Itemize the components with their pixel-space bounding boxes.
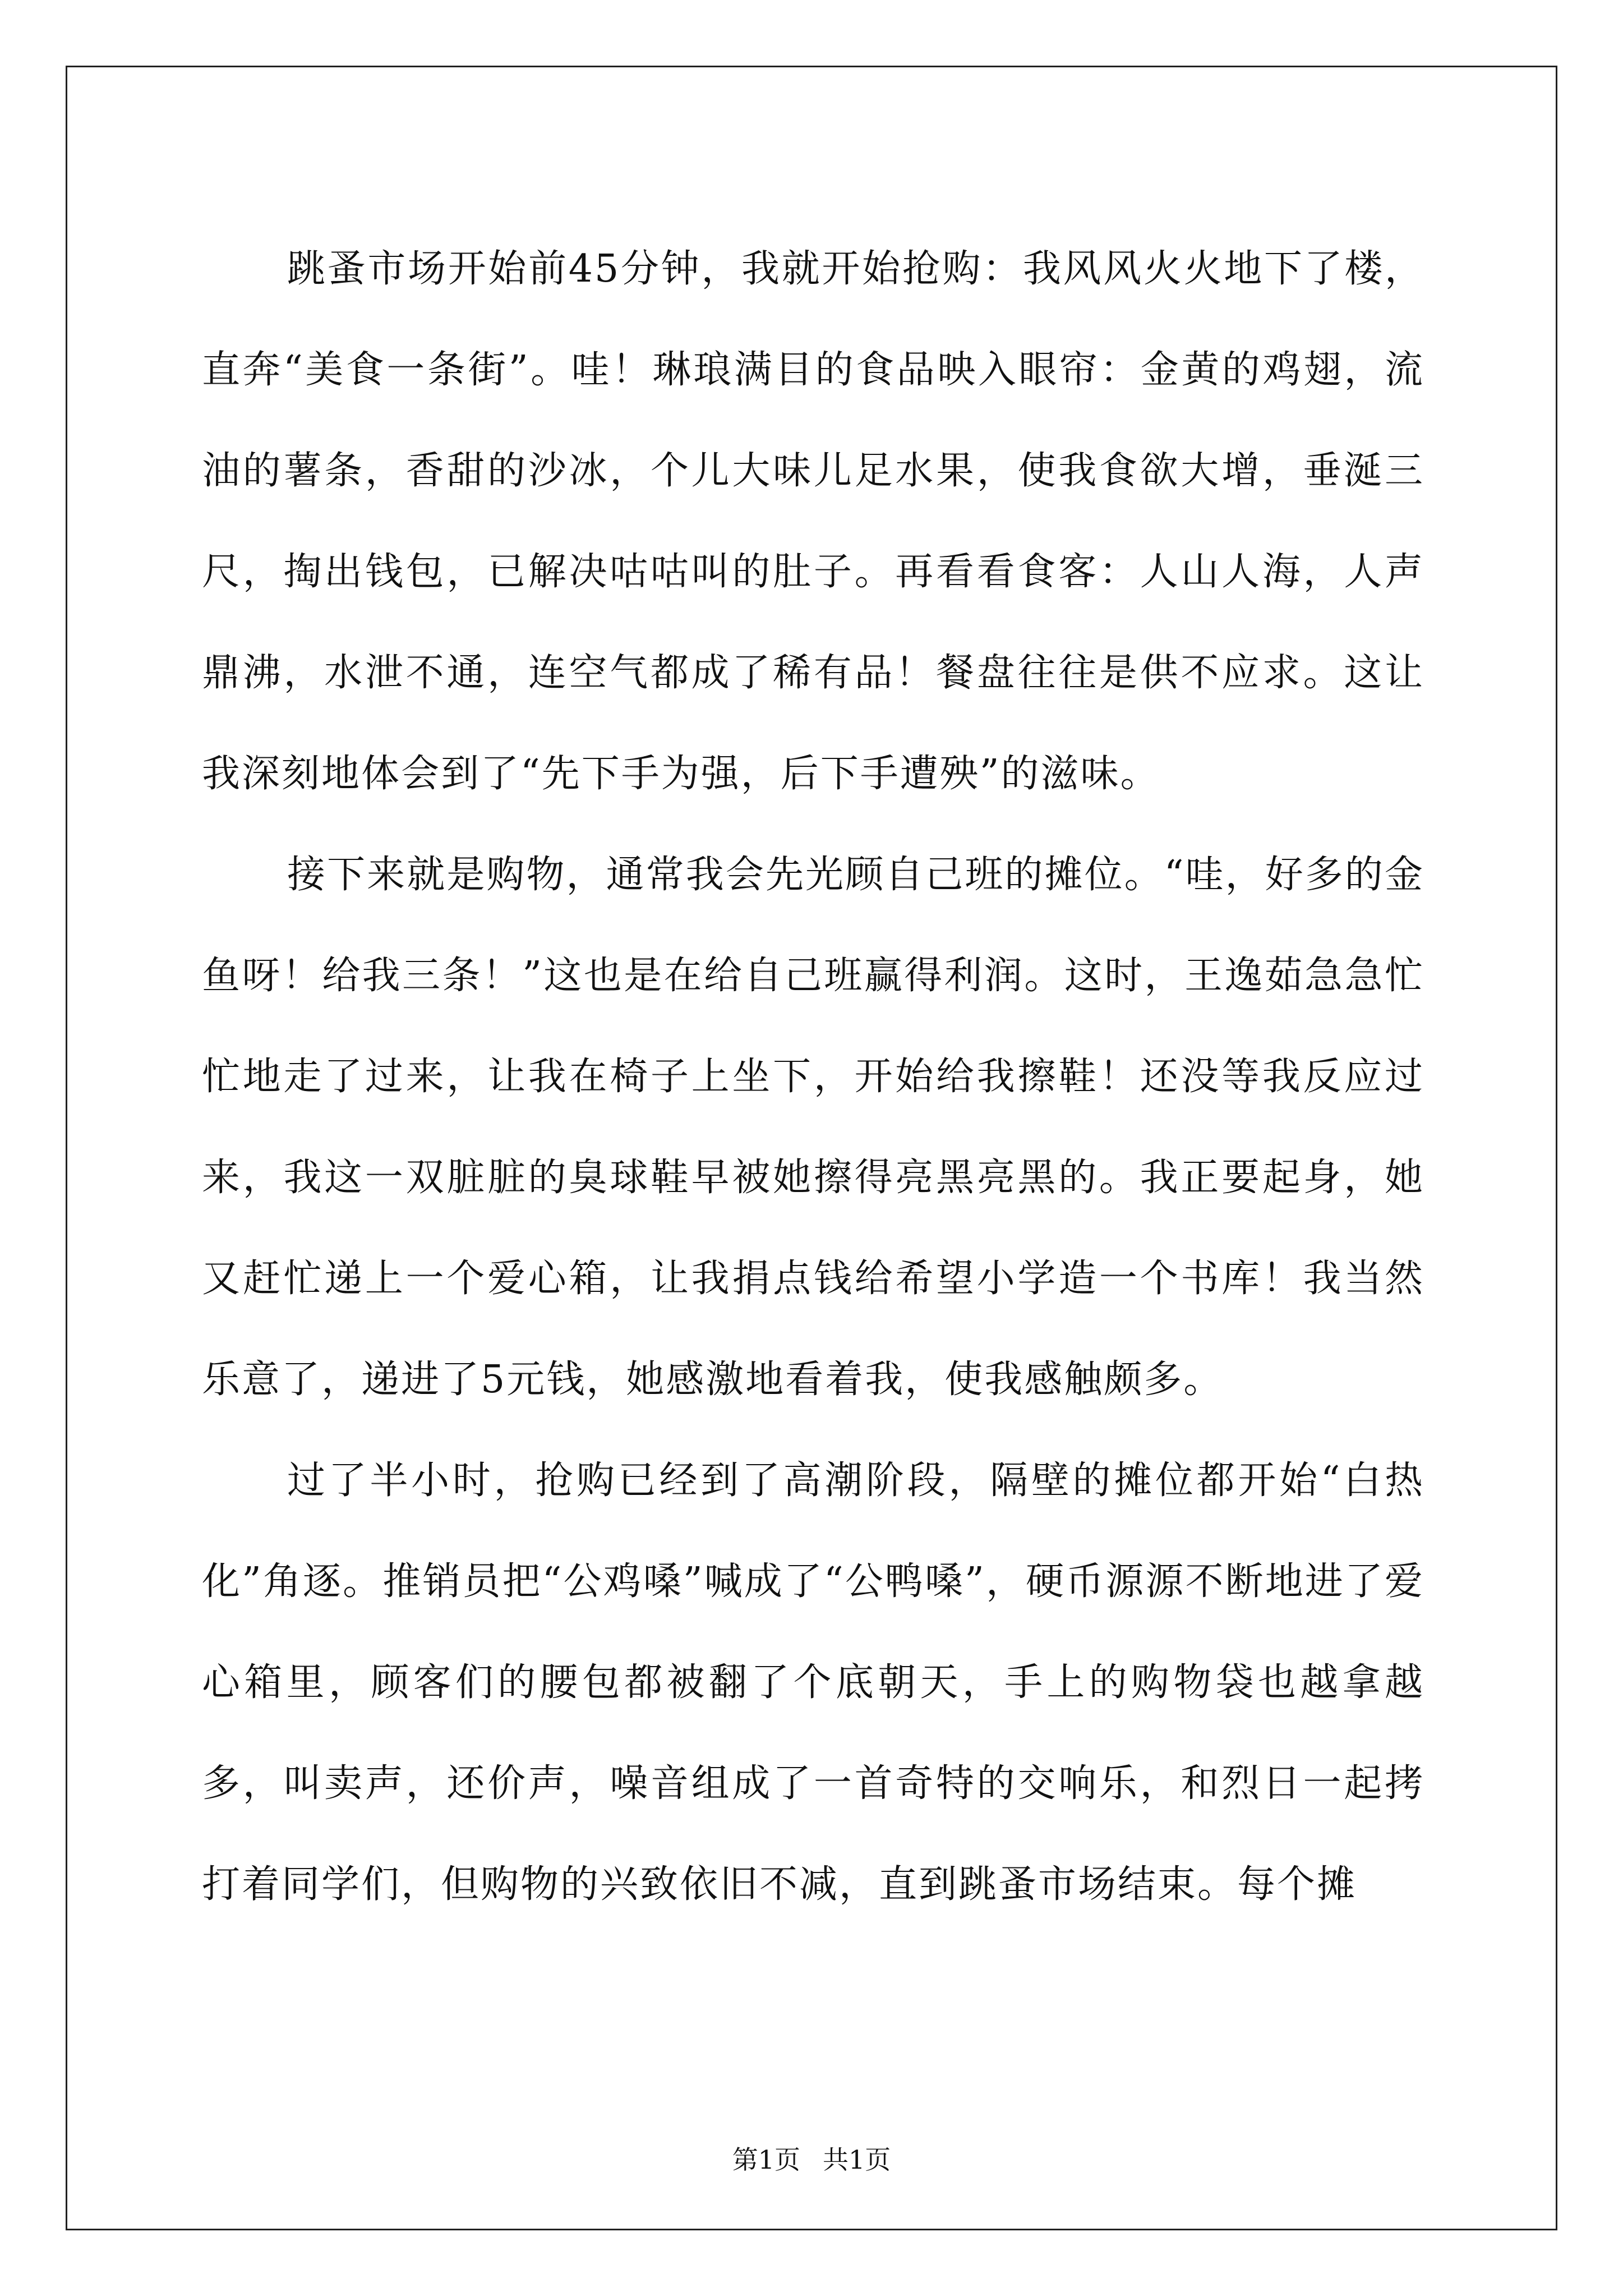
page-total: 共1页 — [823, 2145, 891, 2175]
page-number: 第1页 — [732, 2145, 800, 2175]
page-footer — [0, 2143, 1623, 2177]
paragraph-2: 接下来就是购物，通常我会先光顾自己班的摊位。“哇，好多的金鱼呀！给我三条！”这也是在给自己班赢得利润。这时，王逸茹急急忙忙地走了过来，让我在椅子上坐下，开始给我擦鞋！还没等我反应过来，我这一双脏脏的臭球鞋早被她擦得亮黑亮黑的。我正要起身，她又赶忙递上一个爱心箱，让我捐点钱给希望小学造一个书库！我当然乐意了，递进了5元钱，她感激地看着我，使我感触颇多。 — [202, 853, 1424, 1402]
document-body — [202, 219, 1424, 1935]
paragraph-1: 跳蚤市场开始前45分钟，我就开始抢购：我风风火火地下了楼，直奔“美食一条街”。哇！琳琅满目的食品映入眼帘：金黄的鸡翅，流油的薯条，香甜的沙冰，个儿大味儿足水果，使我食欲大增，垂涎三尺，掏出钱包，已解决咕咕叫的肚子。再看看食客：人山人海，人声鼎沸，水泄不通，连空气都成了稀有品！餐盘往往是供不应求。这让我深刻地体会到了“先下手为强，后下手遭殃”的滋味。 — [202, 247, 1424, 796]
paragraph-3: 过了半小时，抢购已经到了高潮阶段，隔壁的摊位都开始“白热化”角逐。推销员把“公鸡嗓”喊成了“公鸭嗓”，硬币源源不断地进了爱心箱里，顾客们的腰包都被翻了个底朝天，手上的购物袋也越拿越多，叫卖声，还价声，噪音组成了一首奇特的交响乐，和烈日一起拷打着同学们，但购物的兴致依旧不减，直到跳蚤市场结束。每个摊 — [202, 1458, 1424, 1907]
